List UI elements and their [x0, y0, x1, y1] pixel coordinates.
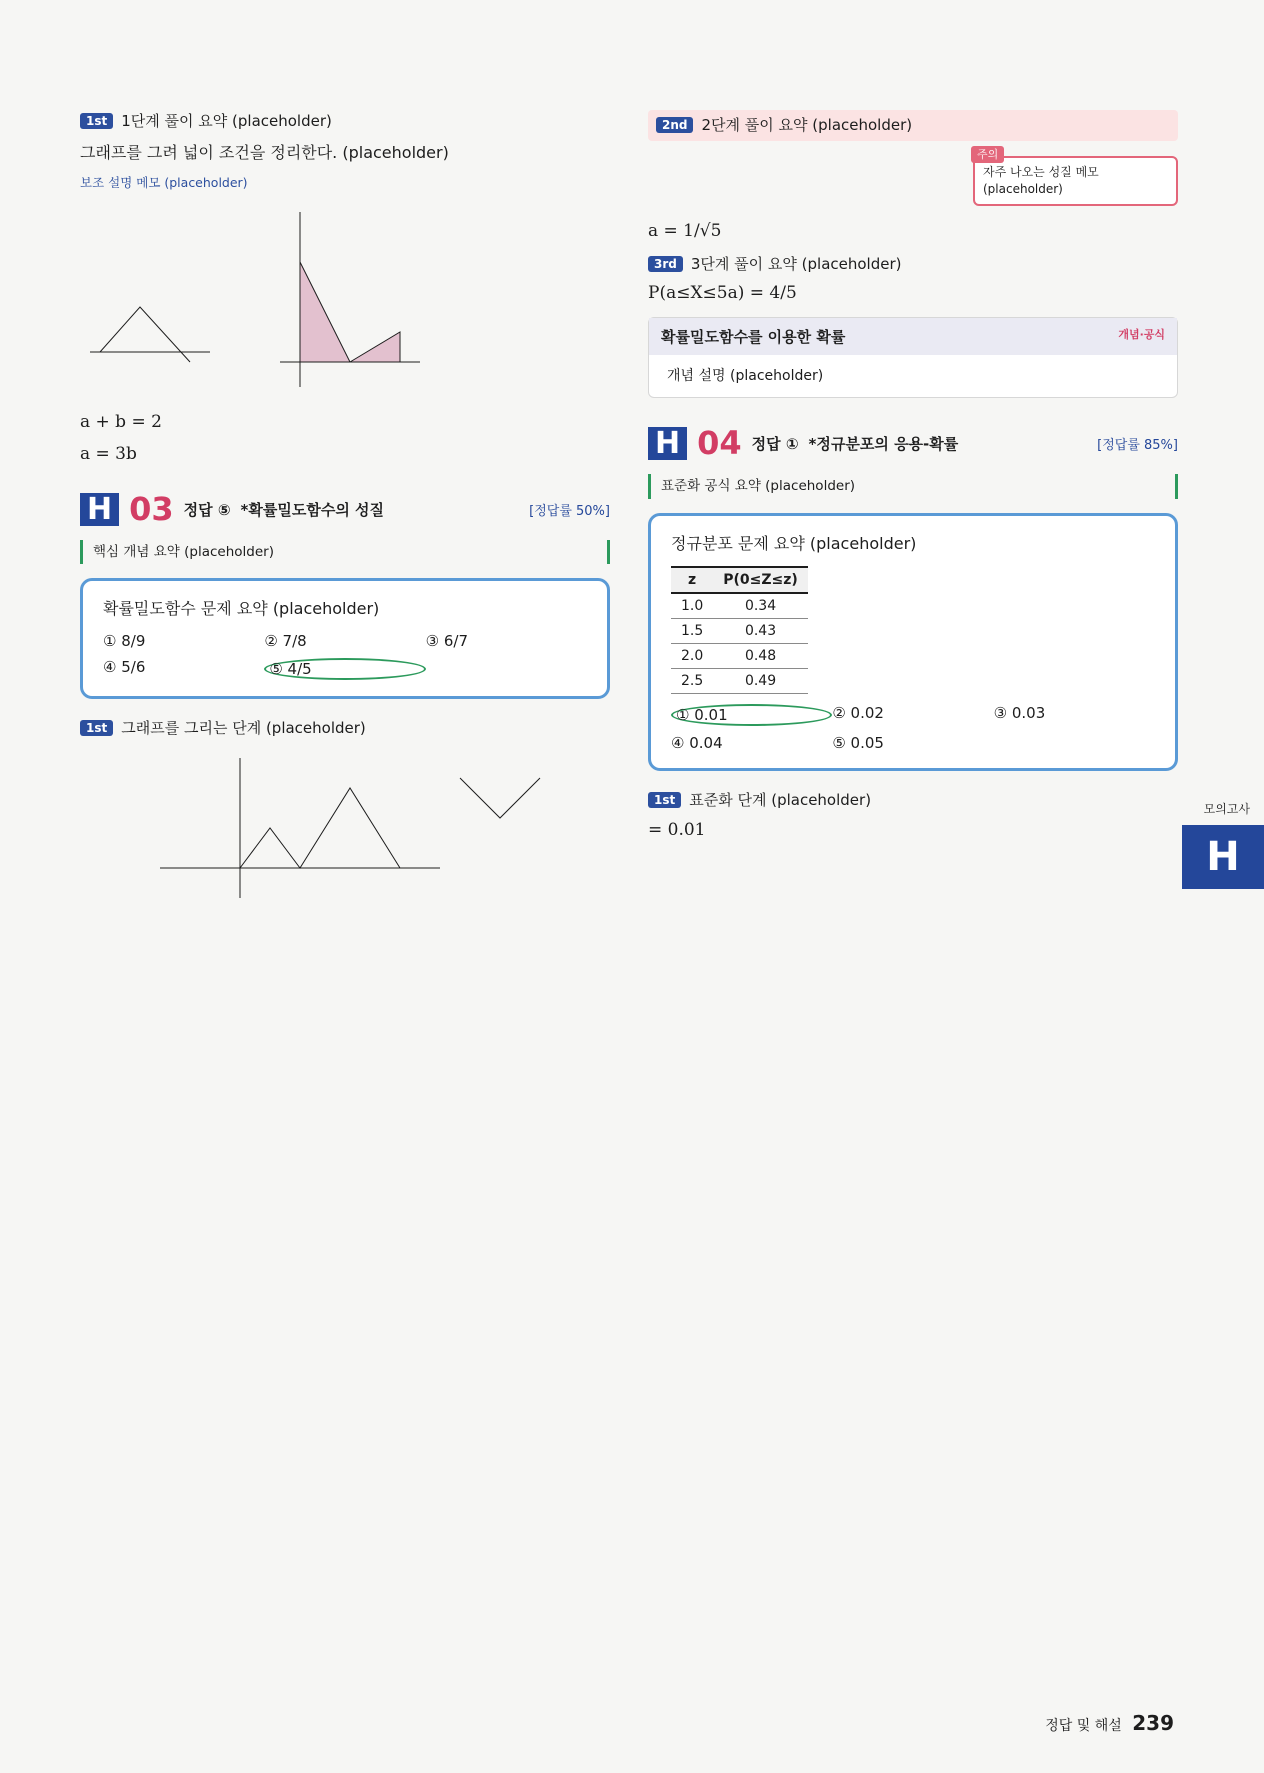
step-2 — [648, 110, 1178, 141]
problem-text: 확률밀도함수 문제 요약 (placeholder) — [103, 599, 380, 619]
problem-box — [648, 513, 1178, 772]
page-number: 239 — [1132, 1711, 1174, 1735]
choice: ④ 5/6 — [103, 658, 146, 677]
right-column — [648, 110, 1178, 852]
step-3 — [648, 253, 1178, 276]
step-text: 3단계 풀이 요약 (placeholder) — [690, 254, 902, 273]
density-graph — [80, 202, 480, 402]
topic: *정규분포의 응용-확률 — [808, 434, 959, 453]
h-mark: H — [80, 493, 119, 526]
step-badge: 1st — [80, 720, 113, 736]
step-text: 1단계 풀이 요약 (placeholder) — [121, 112, 332, 130]
accuracy-rate: [정답률 85%] — [1097, 437, 1178, 453]
key-formula: 표준화 공식 요약 (placeholder) — [648, 474, 1178, 498]
choice: ③ 0.03 — [993, 704, 1046, 723]
answer: 정답 ① — [751, 434, 799, 453]
problem-number: 04 — [697, 424, 742, 463]
concept-header — [649, 318, 1177, 355]
concept-body: 개념 설명 (placeholder) — [667, 368, 824, 384]
choice: ② 0.02 — [832, 704, 884, 723]
step-1c — [648, 789, 1178, 812]
step-text: 2단계 풀이 요약 (placeholder) — [701, 116, 913, 134]
step-1 — [80, 110, 610, 133]
step-text: 그래프를 그리는 단계 (placeholder) — [121, 719, 366, 738]
caution-text: 자주 나오는 성질 메모 (placeholder) — [983, 165, 1099, 196]
page-footer — [1045, 1711, 1174, 1735]
problem-header — [80, 490, 610, 528]
side-note: 보조 설명 메모 (placeholder) — [80, 175, 248, 191]
choices — [103, 632, 587, 680]
problem-text: 정규분포 문제 요약 (placeholder) — [671, 533, 917, 553]
problem-header — [648, 424, 1178, 462]
table-row: 2.5 0.49 — [671, 669, 808, 694]
problem-box — [80, 578, 610, 699]
h-mark: H — [648, 427, 687, 460]
table-header: P(0≤Z≤z) — [713, 567, 808, 593]
topic: *확률밀도함수의 성질 — [240, 500, 385, 519]
choice: ④ 0.04 — [671, 734, 723, 753]
choice-selected: ① 0.01 — [671, 704, 832, 726]
step-text: 표준화 단계 (placeholder) — [689, 791, 872, 810]
table-row: 2.0 0.48 — [671, 644, 808, 669]
left-column — [80, 110, 610, 912]
edge-label: 모의고사 — [1203, 802, 1250, 816]
result-equation: = 0.01 — [648, 819, 706, 840]
table-header: z — [671, 567, 713, 593]
problem-number: 03 — [129, 490, 174, 529]
equation: a + b = 2 — [80, 412, 162, 433]
footer-label: 정답 및 해설 — [1045, 1718, 1122, 1734]
choice: ③ 6/7 — [425, 632, 469, 651]
edge-tab: H — [1182, 825, 1264, 889]
z-table — [671, 566, 808, 694]
equation: P(a≤X≤5a) = 4/5 — [648, 283, 797, 303]
answer: 정답 ⑤ — [183, 500, 231, 519]
step-badge: 3rd — [648, 256, 683, 272]
choice: ② 7/8 — [264, 632, 307, 651]
accuracy-rate: [정답률 50%] — [529, 503, 610, 519]
choice-selected: ⑤ 4/5 — [264, 658, 425, 680]
table-row: 1.0 0.34 — [671, 593, 808, 619]
solution-text: 그래프를 그려 넓이 조건을 정리한다. (placeholder) — [80, 142, 449, 162]
equation: a = 1/√5 — [648, 220, 722, 241]
step-badge: 1st — [648, 792, 681, 808]
caution-box — [973, 148, 1178, 206]
step-1b — [80, 717, 610, 740]
step-badge: 1st — [80, 113, 113, 129]
table-row: 1.5 0.43 — [671, 619, 808, 644]
concept-tag: 개념·공식 — [1118, 328, 1165, 341]
concept-title: 확률밀도함수를 이용한 확률 — [661, 328, 846, 346]
equation: a = 3b — [80, 444, 137, 465]
choice: ① 8/9 — [103, 632, 146, 651]
piecewise-graph — [80, 748, 580, 908]
step-badge: 2nd — [656, 117, 693, 133]
caution-tag: 주의 — [971, 146, 1004, 163]
choices — [671, 704, 1155, 752]
choice: ⑤ 0.05 — [832, 734, 884, 753]
key-formula: 핵심 개념 요약 (placeholder) — [80, 540, 610, 564]
concept-box — [648, 317, 1178, 398]
